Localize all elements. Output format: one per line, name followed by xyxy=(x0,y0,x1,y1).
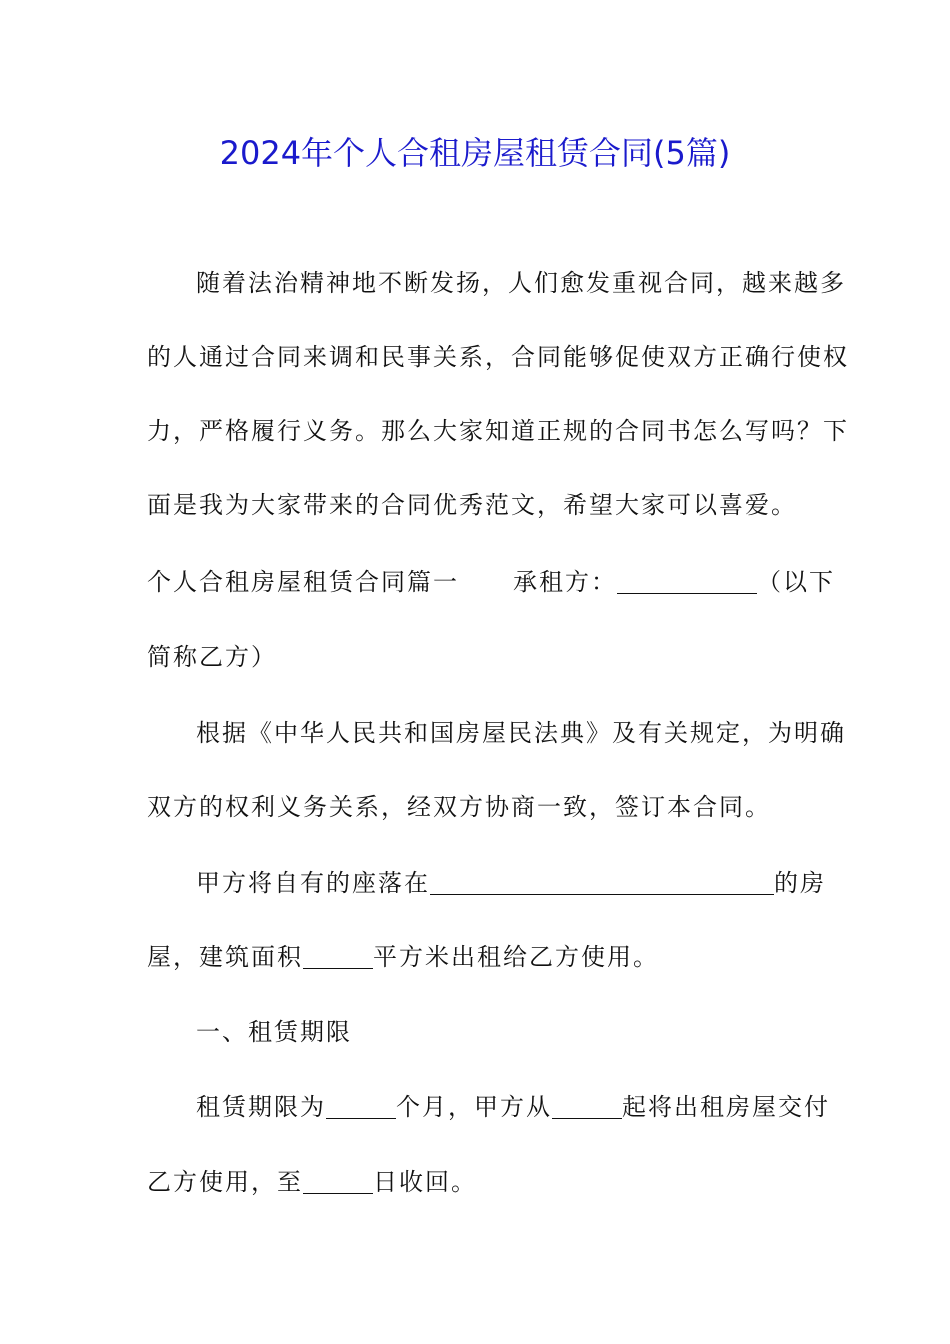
tenant-suffix: （以下 xyxy=(757,568,835,596)
term-line xyxy=(147,1070,830,1144)
area-prefix: 屋，建筑面积 xyxy=(147,943,303,971)
property-suffix: 的房 xyxy=(774,869,826,897)
section-heading: 个人合租房屋租赁合同篇一 xyxy=(147,568,459,596)
tenant-line xyxy=(147,545,835,619)
intro-line-1: 随着法治精神地不断发扬，人们愈发重视合同，越来越多 xyxy=(196,269,846,297)
basis-line-2: 双方的权利义务关系，经双方协商一致，签订本合同。 xyxy=(147,793,771,821)
term-start-blank xyxy=(552,1090,622,1119)
tenant-label: 承租方： xyxy=(513,568,617,596)
area-blank xyxy=(303,940,373,969)
basis-line-1: 根据《中华人民共和国房屋民法典》及有关规定，为明确 xyxy=(196,719,846,747)
document-title: 2024年个人合租房屋租赁合同(5篇) xyxy=(219,134,731,172)
tenant-blank xyxy=(617,565,757,594)
clause1-heading: 一、租赁期限 xyxy=(196,1018,352,1046)
term-prefix: 租赁期限为 xyxy=(196,1093,326,1121)
area-suffix: 平方米出租给乙方使用。 xyxy=(373,943,659,971)
return-suffix: 日收回。 xyxy=(373,1168,477,1196)
return-prefix: 乙方使用，至 xyxy=(147,1168,303,1196)
property-prefix: 甲方将自有的座落在 xyxy=(196,869,430,897)
term-suffix: 起将出租房屋交付 xyxy=(622,1093,830,1121)
area-line xyxy=(147,920,807,994)
intro-line-4: 面是我为大家带来的合同优秀范文，希望大家可以喜爱。 xyxy=(147,491,797,519)
property-line xyxy=(147,846,826,920)
term-mid: 个月，甲方从 xyxy=(396,1093,552,1121)
term-months-blank xyxy=(326,1090,396,1119)
return-line xyxy=(147,1145,807,1219)
tenant-line-2: 简称乙方） xyxy=(147,643,277,671)
return-date-blank xyxy=(303,1165,373,1194)
property-location-blank xyxy=(430,866,774,895)
intro-line-2: 的人通过合同来调和民事关系，合同能够促使双方正确行使权 xyxy=(147,343,849,371)
intro-line-3: 力，严格履行义务。那么大家知道正规的合同书怎么写吗？下 xyxy=(147,417,849,445)
